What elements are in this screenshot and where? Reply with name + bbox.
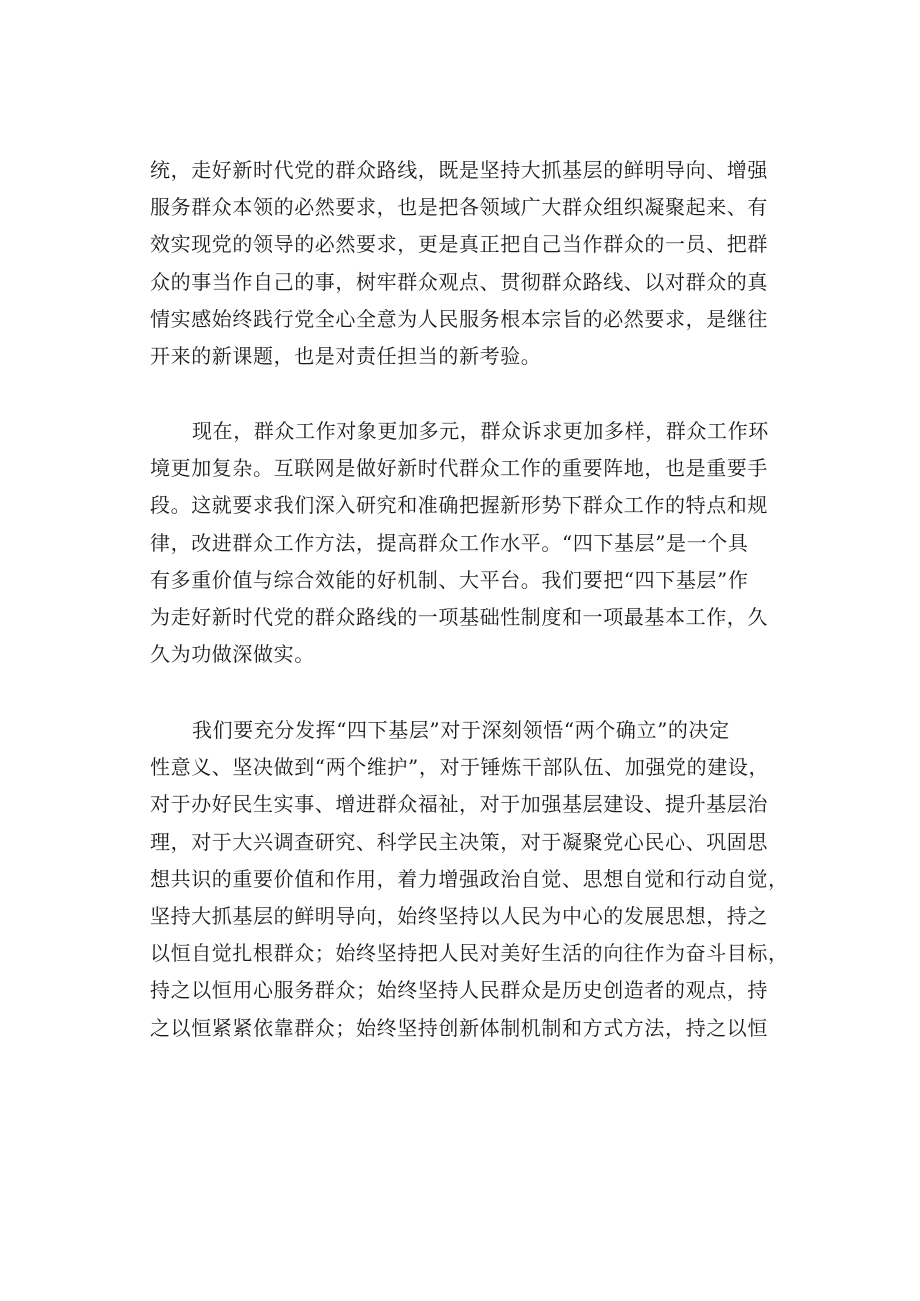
paragraph-line: 服务群众本领的必然要求，也是把各领域广大群众组织凝聚起来、有 (150, 195, 768, 220)
paragraph-line: 效实现党的领导的必然要求，更是真正把自己当作群众的一员、把群 (150, 232, 768, 257)
paragraph-line: 情实感始终践行党全心全意为人民服务根本宗旨的必然要求，是继往 (150, 306, 768, 331)
paragraph-line: 开来的新课题，也是对责任担当的新考验。 (150, 344, 542, 369)
paragraph-line: 对于办好民生实事、增进群众福祉，对于加强基层建设、提升基层治 (150, 792, 768, 817)
paragraph-line: 段。这就要求我们深入研究和准确把握新形势下群众工作的特点和规 (150, 493, 768, 518)
paragraph-line: 我们要充分发挥“四下基层”对于深刻领悟“两个确立”的决定 (192, 718, 730, 742)
paragraph-line: 久为功做深做实。 (150, 642, 315, 667)
paragraph-line: 之以恒紧紧依靠群众；始终坚持创新体制机制和方式方法，持之以恒 (150, 1015, 768, 1040)
paragraph-3 (150, 712, 810, 1047)
paragraph-line: 理，对于大兴调查研究、科学民主决策，对于凝聚党心民心、巩固思 (150, 829, 768, 854)
paragraph-line: 众的事当作自己的事，树牢群众观点、贯彻群众路线、以对群众的真 (150, 269, 768, 294)
paragraph-line: 律，改进群众工作方法，提高群众工作水平。“四下基层”是一个具 (150, 530, 749, 555)
paragraph-line: 性意义、坚决做到“两个维护”，对于锤炼干部队伍、加强党的建设， (150, 755, 770, 780)
paragraph-line: 现在，群众工作对象更加多元，群众诉求更加多样，群众工作环 (192, 419, 769, 443)
paragraph-2 (150, 413, 810, 673)
paragraph-1 (150, 152, 810, 375)
paragraph-line: 持之以恒用心服务群众；始终坚持人民群众是历史创造者的观点，持 (150, 978, 768, 1003)
paragraph-line: 想共识的重要价值和作用，着力增强政治自觉、思想自觉和行动自觉， (150, 866, 789, 891)
paragraph-line: 为走好新时代党的群众路线的一项基础性制度和一项最基本工作，久 (150, 605, 768, 630)
paragraph-line: 统，走好新时代党的群众路线，既是坚持大抓基层的鲜明导向、增强 (150, 158, 768, 182)
paragraph-line: 以恒自觉扎根群众；始终坚持把人民对美好生活的向往作为奋斗目标， (150, 941, 789, 966)
paragraph-line: 有多重价值与综合效能的好机制、大平台。我们要把“四下基层”作 (150, 567, 749, 592)
paragraph-line: 坚持大抓基层的鲜明导向，始终坚持以人民为中心的发展思想，持之 (150, 904, 768, 929)
paragraph-line: 境更加复杂。互联网是做好新时代群众工作的重要阵地，也是重要手 (150, 456, 768, 481)
